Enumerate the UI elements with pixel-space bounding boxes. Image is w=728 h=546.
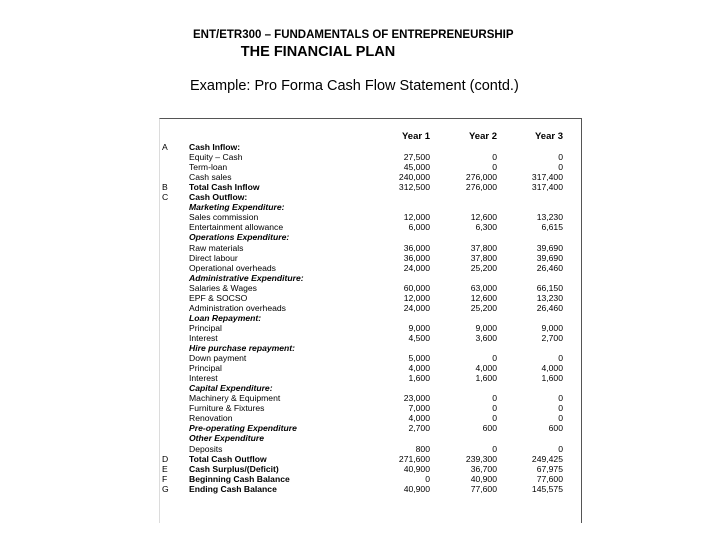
cell-year-2: 36,700 [470,463,497,474]
cell-year-1: 60,000 [403,282,430,293]
cell-year-3: 66,150 [536,282,563,293]
cell-year-3: 13,230 [536,212,563,223]
cell-year-1: 4,500 [408,332,430,343]
cell-year-1: 1,600 [408,373,430,384]
table-row [159,244,580,253]
row-label: Cash sales [189,172,232,183]
cell-year-1: 5,000 [408,353,430,364]
row-label: Administration overheads [189,302,286,313]
table-row [159,183,580,192]
row-label: Down payment [189,353,247,364]
table-row [159,274,580,283]
table-row [159,153,580,162]
cell-year-2: 0 [492,393,497,404]
cell-year-2: 12,600 [470,212,497,223]
cell-year-1: 23,000 [403,393,430,404]
row-label: Equity – Cash [189,152,243,163]
column-header-year-2: Year 2 [469,131,497,142]
table-row [159,404,580,413]
cell-year-2: 0 [492,152,497,163]
cell-year-2: 40,900 [470,473,497,484]
cell-year-3: 26,460 [536,262,563,273]
cell-year-1: 0 [425,473,430,484]
row-label: Cash Surplus/(Deficit) [189,463,279,474]
page-title-text: THE FINANCIAL PLAN [240,44,396,60]
cell-year-3: 0 [558,353,563,364]
table-row [159,364,580,373]
table-row [159,455,580,464]
row-code: C [162,192,169,203]
table-row [159,434,580,443]
table-row [159,314,580,323]
row-label: Renovation [189,413,233,424]
table-row [159,485,580,494]
cell-year-3: 0 [558,443,563,454]
cell-year-1: 271,600 [398,453,430,464]
row-label: Principal [189,322,222,333]
row-label: Hire purchase repayment: [189,343,296,353]
cell-year-3: 0 [558,393,563,404]
row-label: Machinery & Equipment [189,393,281,404]
table-row [159,465,580,474]
row-label: Total Cash Outflow [189,453,267,464]
table-row [159,213,580,222]
cell-year-1: 2,700 [408,423,430,434]
cell-year-2: 25,200 [470,302,497,313]
cell-year-1: 36,000 [403,242,430,253]
cell-year-2: 0 [492,353,497,364]
cell-year-2: 239,300 [465,453,497,464]
table-row [159,233,580,242]
table-row [159,193,580,202]
cell-year-2: 276,000 [465,182,497,193]
cell-year-3: 1,600 [541,373,563,384]
cell-year-3: 39,690 [536,252,563,263]
row-code: B [162,182,168,193]
table-row [159,254,580,263]
row-code: A [162,142,168,152]
row-code: F [162,473,168,484]
page-subtitle: Example: Pro Forma Cash Flow Statement (contd.) [190,78,519,94]
table-row [159,334,580,343]
table-row [159,414,580,423]
cell-year-2: 77,600 [470,483,497,494]
cell-year-2: 3,600 [475,332,497,343]
row-label: Other Expenditure [189,433,264,444]
cell-year-2: 63,000 [470,282,497,293]
cell-year-2: 37,800 [470,242,497,253]
row-label: Ending Cash Balance [189,483,277,494]
table-row [159,475,580,484]
row-label: Operational overheads [189,262,276,273]
cell-year-1: 6,000 [408,222,430,233]
column-header-year-3: Year 3 [535,131,563,142]
row-label: Operations Expenditure: [189,232,290,243]
cell-year-1: 12,000 [403,212,430,223]
cell-year-1: 9,000 [408,322,430,333]
row-label: Deposits [189,443,223,454]
row-label: Total Cash Inflow [189,182,260,193]
cell-year-2: 0 [492,443,497,454]
cell-year-2: 12,600 [470,292,497,303]
cell-year-3: 145,575 [531,483,563,494]
cell-year-1: 800 [415,443,430,454]
cell-year-2: 0 [492,413,497,424]
course-heading: ENT/ETR300 – FUNDAMENTALS OF ENTREPRENEURSHIP [193,29,514,41]
cell-year-3: 317,400 [531,182,563,193]
table-row [159,354,580,363]
row-label: Pre-operating Expenditure [189,423,297,434]
cell-year-2: 0 [492,403,497,414]
table-row [159,374,580,383]
row-label: Raw materials [189,242,244,253]
cell-year-3: 26,460 [536,302,563,313]
cell-year-2: 9,000 [475,322,497,333]
cell-year-1: 12,000 [403,292,430,303]
column-header-year-1: Year 1 [402,131,430,142]
cell-year-1: 24,000 [403,262,430,273]
table-row [159,284,580,293]
row-label: Furniture & Fixtures [189,403,265,414]
row-label: Entertainment allowance [189,222,284,233]
row-label: Sales commission [189,212,259,223]
row-label: Direct labour [189,252,238,263]
cell-year-2: 1,600 [475,373,497,384]
table-row [159,203,580,212]
cell-year-1: 312,500 [398,182,430,193]
cell-year-3: 39,690 [536,242,563,253]
cell-year-3: 67,975 [536,463,563,474]
cell-year-1: 240,000 [398,172,430,183]
row-label: Cash Inflow: [189,142,241,152]
cell-year-2: 276,000 [465,172,497,183]
table-row [159,173,580,182]
row-label: Principal [189,363,222,374]
cell-year-1: 24,000 [403,302,430,313]
table-row [159,384,580,393]
page-title [0,44,728,60]
row-label: Cash Outflow: [189,192,248,203]
cell-year-1: 36,000 [403,252,430,263]
row-label: Interest [189,373,218,384]
cell-year-1: 4,000 [408,363,430,374]
cell-year-3: 4,000 [541,363,563,374]
row-label: Term-loan [189,162,228,173]
cell-year-3: 0 [558,152,563,163]
table-row [159,324,580,333]
cell-year-3: 0 [558,403,563,414]
cell-year-2: 4,000 [475,363,497,374]
cell-year-3: 77,600 [536,473,563,484]
table-row [159,424,580,433]
row-label: EPF & SOCSO [189,292,248,303]
cell-year-2: 6,300 [475,222,497,233]
cell-year-2: 600 [482,423,497,434]
cell-year-1: 40,900 [403,463,430,474]
cell-year-3: 249,425 [531,453,563,464]
row-label: Loan Repayment: [189,312,262,323]
row-label: Marketing Expenditure: [189,202,285,213]
row-label: Beginning Cash Balance [189,473,290,484]
cell-year-1: 27,500 [403,152,430,163]
row-label: Capital Expenditure: [189,383,273,394]
cell-year-3: 13,230 [536,292,563,303]
cell-year-2: 37,800 [470,252,497,263]
row-label: Interest [189,332,218,343]
cell-year-1: 45,000 [403,162,430,173]
row-label: Salaries & Wages [189,282,257,293]
cell-year-3: 0 [558,413,563,424]
row-code: G [162,483,169,494]
table-row [159,223,580,232]
cell-year-3: 0 [558,162,563,173]
row-label: Administrative Expenditure: [189,272,304,283]
cell-year-3: 317,400 [531,172,563,183]
table-row [159,445,580,454]
table-row [159,394,580,403]
cell-year-2: 0 [492,162,497,173]
table-row [159,304,580,313]
cell-year-3: 6,615 [541,222,563,233]
table-row [159,264,580,273]
cell-year-2: 25,200 [470,262,497,273]
table-row [159,294,580,303]
table-row [159,143,580,152]
cell-year-3: 9,000 [541,322,563,333]
cell-year-3: 2,700 [541,332,563,343]
cell-year-1: 4,000 [408,413,430,424]
cell-year-1: 40,900 [403,483,430,494]
cell-year-3: 600 [548,423,563,434]
table-row [159,344,580,353]
cell-year-1: 7,000 [408,403,430,414]
row-code: D [162,453,169,464]
row-code: E [162,463,168,474]
table-row [159,163,580,172]
